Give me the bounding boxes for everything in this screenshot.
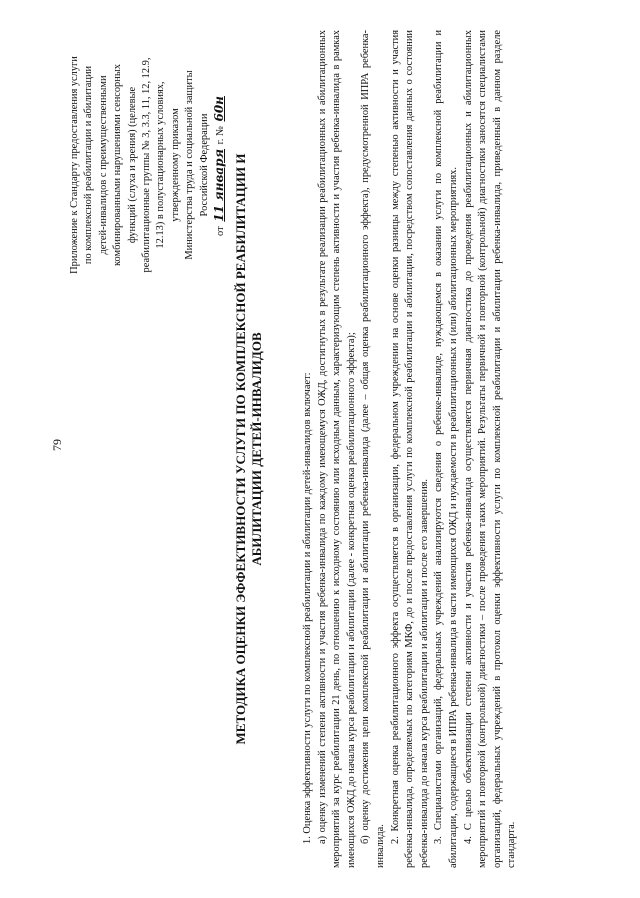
paragraph-3: 3. Специалистами организаций, федеральных учреждений анализируются сведения о ребенке-инвалиде, нуждающемся в оказании услуги по комплексной реабилитации и абилитации, содержащиеся в ИПРА ребенка-инвалида в части имеющихся ОЖД и нуждаемости в реабилитационных и (или) абилитационных мероприятиях. (433, 30, 459, 868)
handwritten-number: 60н (212, 96, 227, 122)
document-body (301, 30, 520, 868)
appendix-line: реабилитационные группы № 3, 3.3, 11, 12, 12.9, (141, 57, 153, 273)
title-line-1: МЕТОДИКА ОЦЕНКИ ЭФФЕКТИВНОСТИ УСЛУГИ ПО КОМПЛЕКСНОЙ РЕАБИЛИТАЦИИ И (233, 153, 248, 745)
paragraph-1: 1. Оценка эффективности услуги по комплексной реабилитации и абилитации детей-инвалидов включает: (302, 372, 313, 844)
document-title (233, 30, 265, 868)
appendix-line: утвержденному приказом (169, 108, 181, 222)
date-year: г. № (215, 126, 227, 145)
appendix-line: по комплексной реабилитации и абилитации (83, 65, 95, 265)
paragraph-1a: а) оценку изменений степени активности и участия ребенка-инвалида по каждому имеющемуся ОЖД, достигнутых в результате реализации реабилитационных и абилитационных мероприятий за курс реабилитации 21 день, по отношению к исходному состоянию или исходным данным, характеризующим степень активности и участия ребенка-инвалида в рамках имеющихся ОЖД до начала курса реабилитации и абилитации (далее - конкретная оценка реабилитационного эффекта); (316, 30, 357, 868)
appendix-line: Приложение к Стандарту предоставления услуги (69, 56, 80, 274)
appendix-date-line (212, 30, 228, 300)
appendix-line: комбинированными нарушениями сенсорных (112, 64, 124, 266)
title-line-2: АБИЛИТАЦИИ ДЕТЕЙ-ИНВАЛИДОВ (249, 332, 264, 566)
appendix-line: Российской Федерации (198, 113, 210, 217)
paragraph-2: 2. Конкретная оценка реабилитационного эффекта осуществляется в организации, федеральном учреждении на основе оценки разницы между степенью активности и участия ребенка-инвалида, определяемых по категориям МКФ, до и после предоставления услуги по комплексной реабилитации и абилитации, посредством сопоставления данных о состоянии ребенка-инвалида до начала курса реабилитации и абилитации и после его завершения. (389, 30, 430, 868)
handwritten-date: 11 января (212, 148, 227, 222)
paragraph-1b: б) оценку достижения цели комплексной реабилитации и абилитации ребенка-инвалида (далее – общая оценка реабилитационного эффекта), предусмотренной ИПРА ребенка-инвалида. (360, 30, 386, 868)
appendix-line: Министерства труда и социальной защиты (184, 70, 196, 260)
appendix-note (68, 30, 228, 300)
paragraph-4: 4. С целью объективизации степени активности и участия ребенка-инвалида осуществляется первичная диагностика до проведения реабилитационных и абилитационных мероприятий и повторной (контрольной) диагностики – после проведения таких мероприятий. Результаты первичной и повторной (контрольной) диагностики заносятся специалистами организаций, федеральных учреждений в протокол оценки эффективности услуги по комплексной реабилитации и абилитации ребенка-инвалида, приведенный в данном разделе стандарта. (462, 30, 518, 868)
appendix-line: функций (слуха и зрения) (целевые (126, 86, 138, 244)
date-prefix: от (215, 226, 227, 236)
page-number: 79 (50, 439, 64, 451)
appendix-line: 12.13) в полустационарных условиях, (155, 81, 167, 249)
appendix-line: детей-инвалидов с преимущественными (97, 75, 109, 255)
